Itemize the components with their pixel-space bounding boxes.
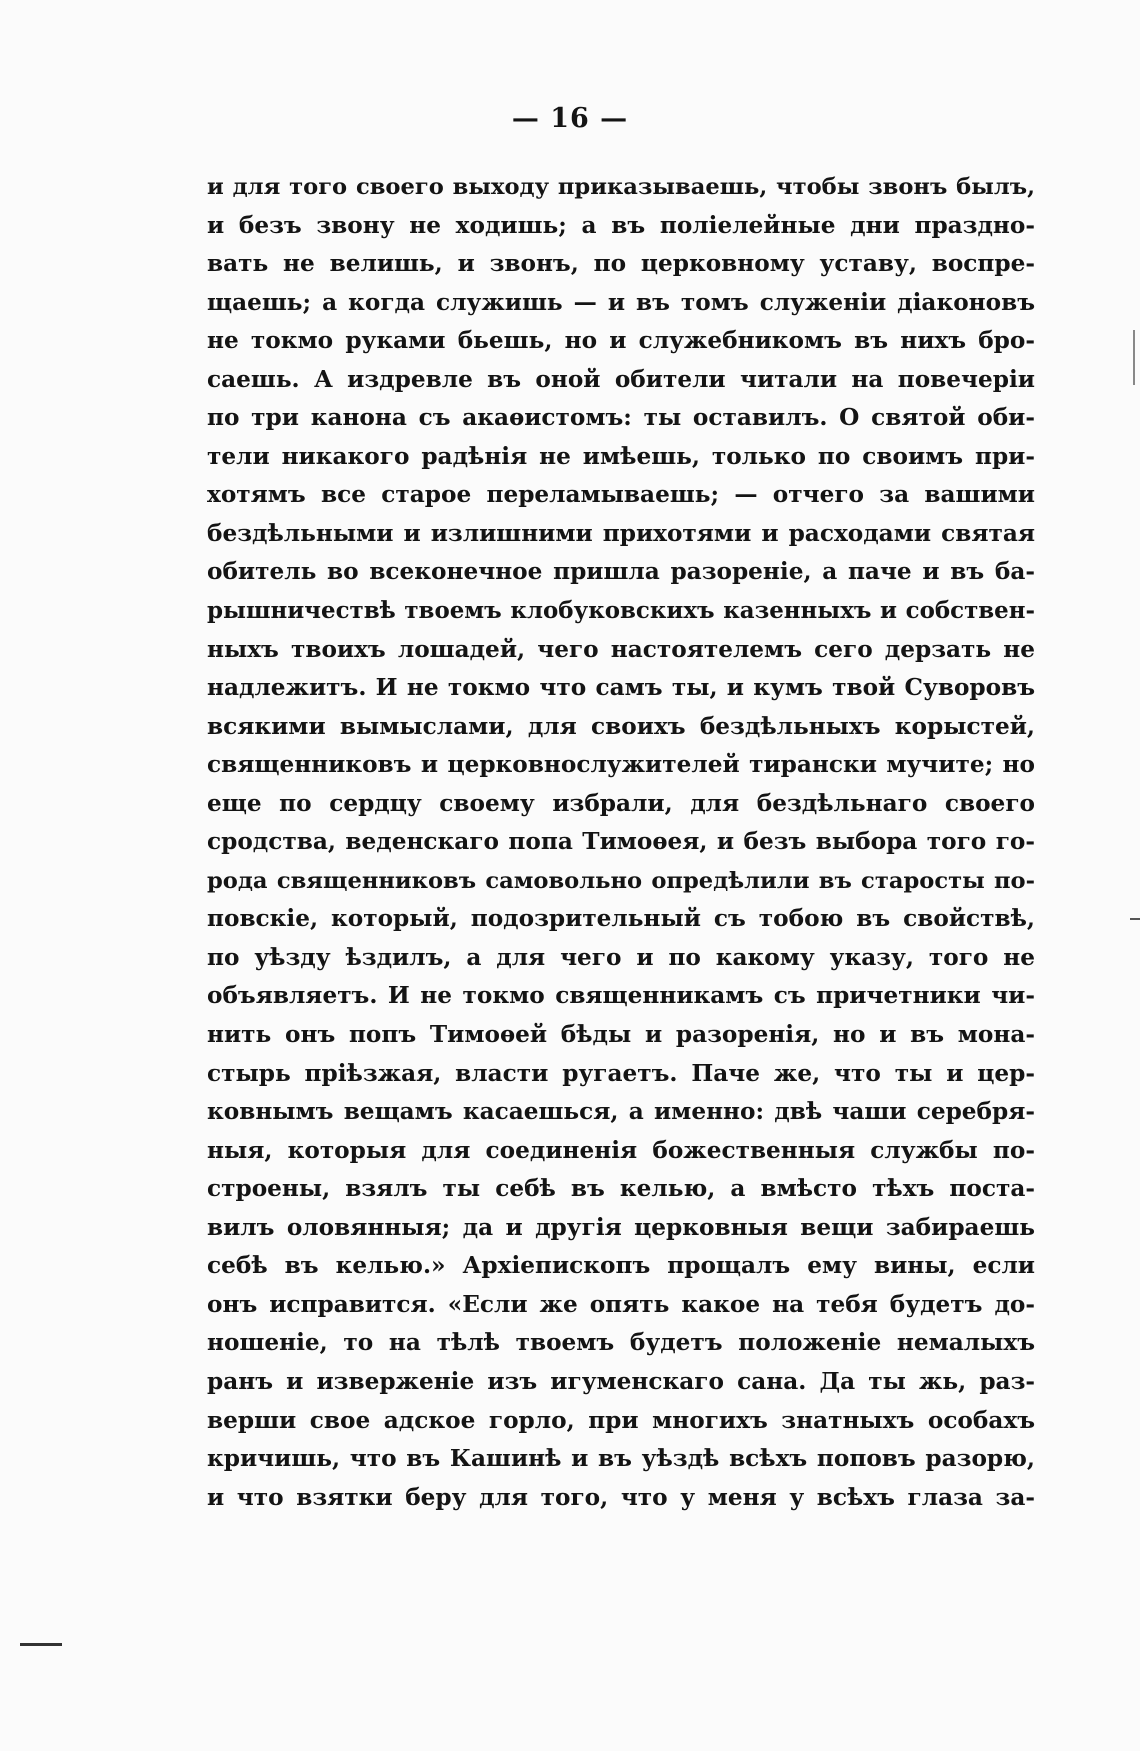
text-line: ковнымъ вещамъ касаешься, а именно: двѣ чаши серебря- xyxy=(207,1098,1035,1126)
text-line: сродства, веденскаго попа Тимоѳея, и безъ выбора того го- xyxy=(207,828,1035,856)
text-line: ныя, которыя для соединенiя божественныя службы по- xyxy=(207,1136,1035,1164)
text-line: строены, взялъ ты себѣ въ келью, а вмѣсто тѣхъ поста- xyxy=(207,1175,1035,1203)
text-line: онъ исправится. «Если же опять какое на тебя будетъ до- xyxy=(207,1290,1035,1318)
text-line: нить онъ попъ Тимоѳей бѣды и разоренiя, но и въ мона- xyxy=(207,1021,1035,1049)
scan-mark xyxy=(1133,330,1135,385)
text-line: кричишь, что въ Кашинѣ и въ уѣздѣ всѣхъ поповъ разорю, xyxy=(207,1445,1035,1473)
text-line: верши свое адское горло, при многихъ знатныхъ особахъ xyxy=(207,1406,1035,1434)
text-line: хотямъ все старое переламываешь; — отчего за вашими xyxy=(207,481,1035,509)
text-line: повскiе, который, подозрительный съ тобою въ свойствѣ, xyxy=(207,905,1035,933)
text-line: всякими вымыслами, для своихъ бездѣльныхъ корыстей, xyxy=(207,712,1035,740)
text-line: и для того своего выходу приказываешь, чтобы звонъ былъ, xyxy=(207,174,1035,200)
scan-mark xyxy=(20,1643,62,1646)
text-line: стырь прiѣзжая, власти ругаетъ. Паче же, что ты и цер- xyxy=(207,1059,1035,1087)
text-line: рышничествѣ твоемъ клобуковскихъ казенныхъ и собствен- xyxy=(207,597,1035,625)
text-line: священниковъ и церковнослужителей тирански мучите; но xyxy=(207,751,1035,779)
text-line: ношенiе, то на тѣлѣ твоемъ будетъ положенiе немалыхъ xyxy=(207,1329,1035,1357)
text-line: еще по сердцу своему избрали, для бездѣльнаго своего xyxy=(207,789,1035,817)
text-line: вать не велишь, и звонъ, по церковному уставу, воспре- xyxy=(207,250,1035,278)
page-number: — 16 — xyxy=(511,103,629,134)
text-line: не токмо руками бьешь, но и служебникомъ въ нихъ бро- xyxy=(207,327,1035,355)
text-line: по уѣзду ѣздилъ, а для чего и по какому указу, того не xyxy=(207,943,1035,971)
text-line: рода священниковъ самовольно опредѣлили въ старосты по- xyxy=(207,867,1035,894)
text-line: и безъ звону не ходишь; а въ полiелейные дни праздно- xyxy=(207,211,1035,239)
text-line: ныхъ твоихъ лошадей, чего настоятелемъ сего дерзать не xyxy=(207,635,1035,663)
text-line: вилъ оловянныя; да и другiя церковныя вещи забираешь xyxy=(207,1213,1035,1241)
text-line: тели никакого радѣнiя не имѣешь, только по своимъ при- xyxy=(207,442,1035,470)
text-line: щаешь; а когда служишь — и въ томъ служенiи дiаконовъ xyxy=(207,288,1035,316)
text-line: себѣ въ келью.» Архiепископъ прощалъ ему вины, если xyxy=(207,1252,1035,1280)
text-line: ранъ и изверженiе изъ игуменскаго сана. Да ты жь, раз- xyxy=(207,1367,1035,1395)
scan-mark xyxy=(1130,918,1140,920)
text-line: обитель во всеконечное пришла разоренiе, а паче и въ ба- xyxy=(207,558,1035,586)
text-line: бездѣльными и излишними прихотями и расходами святая xyxy=(207,519,1035,547)
body-text xyxy=(207,168,1035,1517)
text-line: объявляетъ. И не токмо священникамъ съ причетники чи- xyxy=(207,982,1035,1010)
text-line: по три канона съ акаѳистомъ: ты оставилъ. О святой оби- xyxy=(207,404,1035,432)
text-line: саешь. А издревле въ оной обители читали на повечерiи xyxy=(207,365,1035,393)
text-line: надлежитъ. И не токмо что самъ ты, и кумъ твой Суворовъ xyxy=(207,674,1035,702)
text-line: и что взятки беру для того, что у меня у всѣхъ глаза за- xyxy=(207,1483,1035,1511)
